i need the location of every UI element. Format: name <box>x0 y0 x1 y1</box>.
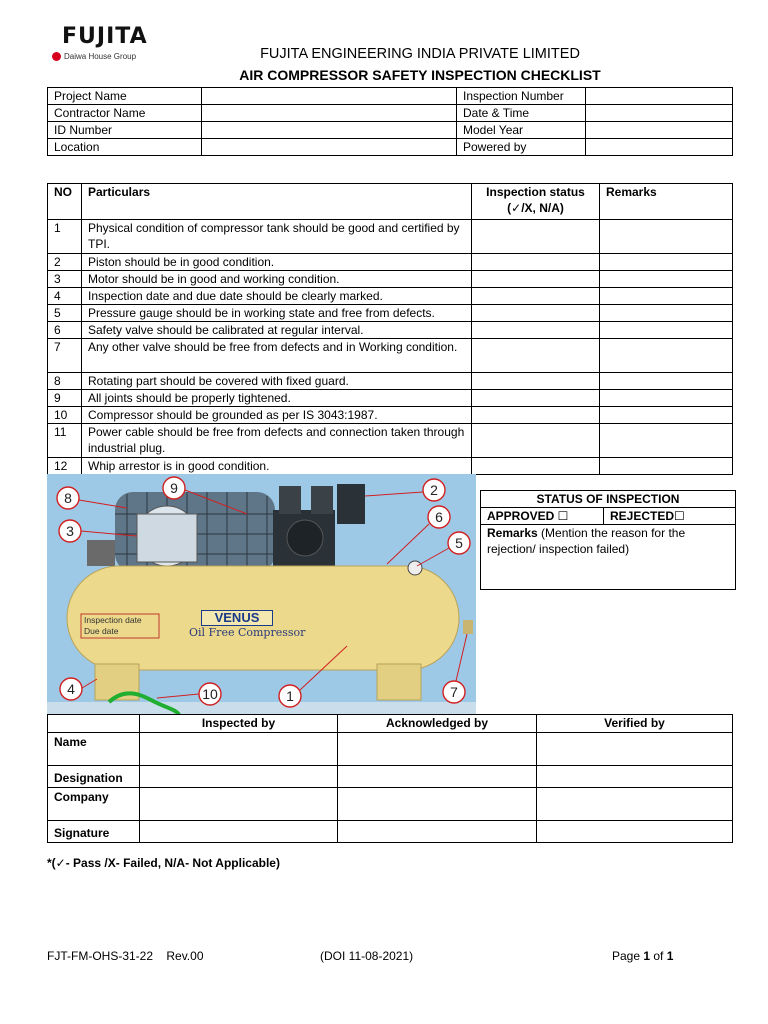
callout-number: 4 <box>67 681 75 697</box>
checklist-status-cell[interactable] <box>472 407 600 424</box>
checklist-no: 6 <box>48 322 82 339</box>
checklist-row <box>48 305 733 322</box>
status-box <box>480 490 736 590</box>
signature-row <box>48 733 733 766</box>
signature-cell[interactable] <box>537 821 733 843</box>
header-field-label: ID Number <box>48 122 202 139</box>
checklist-particular: Power cable should be free from defects and connection taken through industrial plug. <box>82 424 472 458</box>
callout-number: 3 <box>66 523 74 539</box>
header-field-value[interactable] <box>202 88 457 105</box>
signature-cell[interactable] <box>338 733 537 766</box>
header-field-value[interactable] <box>586 139 733 156</box>
checklist-remarks-cell[interactable] <box>600 458 733 475</box>
tank-brand: VENUS <box>201 610 273 626</box>
checklist-no: 12 <box>48 458 82 475</box>
callout-number: 2 <box>430 482 438 498</box>
checklist-row <box>48 322 733 339</box>
checklist-remarks-cell[interactable] <box>600 322 733 339</box>
approved-checkbox[interactable]: APPROVED ☐ <box>481 508 604 525</box>
checklist-status-cell[interactable] <box>472 271 600 288</box>
checklist-row <box>48 458 733 475</box>
header-field-label: Date & Time <box>457 105 586 122</box>
status-title: STATUS OF INSPECTION <box>481 491 736 508</box>
sign-header-acknowledged: Acknowledged by <box>338 715 537 733</box>
checklist-status-cell[interactable] <box>472 322 600 339</box>
checklist-status-cell[interactable] <box>472 373 600 390</box>
header-field-row <box>48 139 733 156</box>
header-fields-table <box>47 87 733 156</box>
checklist-row <box>48 220 733 254</box>
checklist-no: 1 <box>48 220 82 254</box>
footer-page: Page 1 of 1 <box>612 949 674 963</box>
tag-line-2: Due date <box>84 626 119 636</box>
checklist-status-cell[interactable] <box>472 390 600 407</box>
compressor-photo <box>47 474 476 715</box>
header-field-label: Contractor Name <box>48 105 202 122</box>
checklist-row <box>48 339 733 373</box>
checklist-row <box>48 271 733 288</box>
header-field-label: Inspection Number <box>457 88 586 105</box>
checklist-row <box>48 288 733 305</box>
checklist-particular: Rotating part should be covered with fixed guard. <box>82 373 472 390</box>
checklist-no: 11 <box>48 424 82 458</box>
sign-header-verified: Verified by <box>537 715 733 733</box>
signature-row-label: Company <box>48 788 140 821</box>
header-field-value[interactable] <box>586 88 733 105</box>
signature-cell[interactable] <box>140 766 338 788</box>
checklist-particular: Motor should be in good and working condition. <box>82 271 472 288</box>
logo-brand: FUJITA <box>62 24 148 49</box>
rejected-checkbox[interactable]: REJECTED☐ <box>604 508 736 525</box>
header-field-row <box>48 88 733 105</box>
checklist-remarks-cell[interactable] <box>600 271 733 288</box>
header-field-value[interactable] <box>586 105 733 122</box>
checklist-status-cell[interactable] <box>472 339 600 373</box>
legend: *(✓- Pass /X- Failed, N/A- Not Applicable) <box>47 856 280 870</box>
checklist-remarks-cell[interactable] <box>600 220 733 254</box>
signature-cell[interactable] <box>140 788 338 821</box>
checklist-particular: All joints should be properly tightened. <box>82 390 472 407</box>
col-particulars-header: Particulars <box>82 184 472 220</box>
status-remarks-text: (Mention the reason for the rejection/ inspection failed) <box>487 526 686 556</box>
header-field-row <box>48 105 733 122</box>
checklist-particular: Safety valve should be calibrated at regular interval. <box>82 322 472 339</box>
checklist-particular: Compressor should be grounded as per IS 3043:1987. <box>82 407 472 424</box>
signature-row-label: Signature <box>48 821 140 843</box>
checklist-remarks-cell[interactable] <box>600 407 733 424</box>
col-no-header: NO <box>48 184 82 220</box>
signature-row <box>48 788 733 821</box>
checklist-row <box>48 373 733 390</box>
checklist-particular: Pressure gauge should be in working state and free from defects. <box>82 305 472 322</box>
checklist-row <box>48 390 733 407</box>
tank-subtitle: Oil Free Compressor <box>189 626 306 639</box>
signature-cell[interactable] <box>140 821 338 843</box>
checklist-remarks-cell[interactable] <box>600 390 733 407</box>
callout-number: 7 <box>450 684 458 700</box>
header-field-label: Location <box>48 139 202 156</box>
checklist-no: 3 <box>48 271 82 288</box>
callout-number: 8 <box>64 490 72 506</box>
checklist-remarks-cell[interactable] <box>600 254 733 271</box>
callout-number: 9 <box>170 480 178 496</box>
footer-doi: (DOI 11-08-2021) <box>320 949 414 963</box>
checklist-status-cell[interactable] <box>472 424 600 458</box>
checklist-row <box>48 254 733 271</box>
checklist-status-cell[interactable] <box>472 220 600 254</box>
checklist-remarks-cell[interactable] <box>600 288 733 305</box>
checklist-status-cell[interactable] <box>472 305 600 322</box>
checklist-table <box>47 183 733 475</box>
logo-group: Daiwa House Group <box>64 52 137 61</box>
document-title: AIR COMPRESSOR SAFETY INSPECTION CHECKLIST <box>239 67 601 83</box>
signature-cell[interactable] <box>537 788 733 821</box>
checklist-no: 7 <box>48 339 82 373</box>
callout-number: 5 <box>455 535 463 551</box>
checklist-particular: Piston should be in good condition. <box>82 254 472 271</box>
checklist-no: 10 <box>48 407 82 424</box>
signature-row-label: Name <box>48 733 140 766</box>
tag-line-1: Inspection date <box>84 615 142 625</box>
signature-cell[interactable] <box>338 788 537 821</box>
col-remarks-header: Remarks <box>600 184 733 220</box>
checklist-remarks-cell[interactable] <box>600 339 733 373</box>
checklist-remarks-cell[interactable] <box>600 424 733 458</box>
callout-number: 1 <box>286 688 294 704</box>
header-field-label: Model Year <box>457 122 586 139</box>
checklist-status-cell[interactable] <box>472 288 600 305</box>
checklist-particular: Inspection date and due date should be clearly marked. <box>82 288 472 305</box>
status-remarks[interactable] <box>481 525 736 590</box>
checklist-status-cell[interactable] <box>472 458 600 475</box>
col-status-header: Inspection status (✓/X, N/A) <box>472 184 600 220</box>
checklist-particular: Any other valve should be free from defects and in Working condition. <box>82 339 472 373</box>
signature-row <box>48 821 733 843</box>
checklist-no: 5 <box>48 305 82 322</box>
callout-number: 6 <box>435 509 443 525</box>
signature-cell[interactable] <box>338 821 537 843</box>
checklist-remarks-cell[interactable] <box>600 305 733 322</box>
signature-row <box>48 766 733 788</box>
signature-cell[interactable] <box>537 733 733 766</box>
checklist-particular: Whip arrestor is in good condition. <box>82 458 472 475</box>
signature-row-label: Designation <box>48 766 140 788</box>
header-field-value[interactable] <box>202 139 457 156</box>
checklist-no: 4 <box>48 288 82 305</box>
header-field-label: Project Name <box>48 88 202 105</box>
sign-header-inspected: Inspected by <box>140 715 338 733</box>
company-name: FUJITA ENGINEERING INDIA PRIVATE LIMITED <box>260 46 580 62</box>
header-field-label: Powered by <box>457 139 586 156</box>
checklist-status-cell[interactable] <box>472 254 600 271</box>
signature-cell[interactable] <box>338 766 537 788</box>
callout-number: 10 <box>202 686 218 702</box>
daiwa-logo-icon <box>52 52 61 61</box>
checklist-row <box>48 407 733 424</box>
checklist-particular: Physical condition of compressor tank should be good and certified by TPI. <box>82 220 472 254</box>
signature-cell[interactable] <box>140 733 338 766</box>
status-remarks-label: Remarks <box>487 526 538 540</box>
signature-table <box>47 714 733 843</box>
footer-code: FJT-FM-OHS-31-22 Rev.00 <box>47 949 204 963</box>
checklist-remarks-cell[interactable] <box>600 373 733 390</box>
header-field-value[interactable] <box>202 122 457 139</box>
checklist-row <box>48 424 733 458</box>
header-field-value[interactable] <box>202 105 457 122</box>
header-field-value[interactable] <box>586 122 733 139</box>
signature-cell[interactable] <box>537 766 733 788</box>
company-logo <box>52 24 152 76</box>
checklist-no: 9 <box>48 390 82 407</box>
checklist-no: 2 <box>48 254 82 271</box>
header-field-row <box>48 122 733 139</box>
checklist-no: 8 <box>48 373 82 390</box>
